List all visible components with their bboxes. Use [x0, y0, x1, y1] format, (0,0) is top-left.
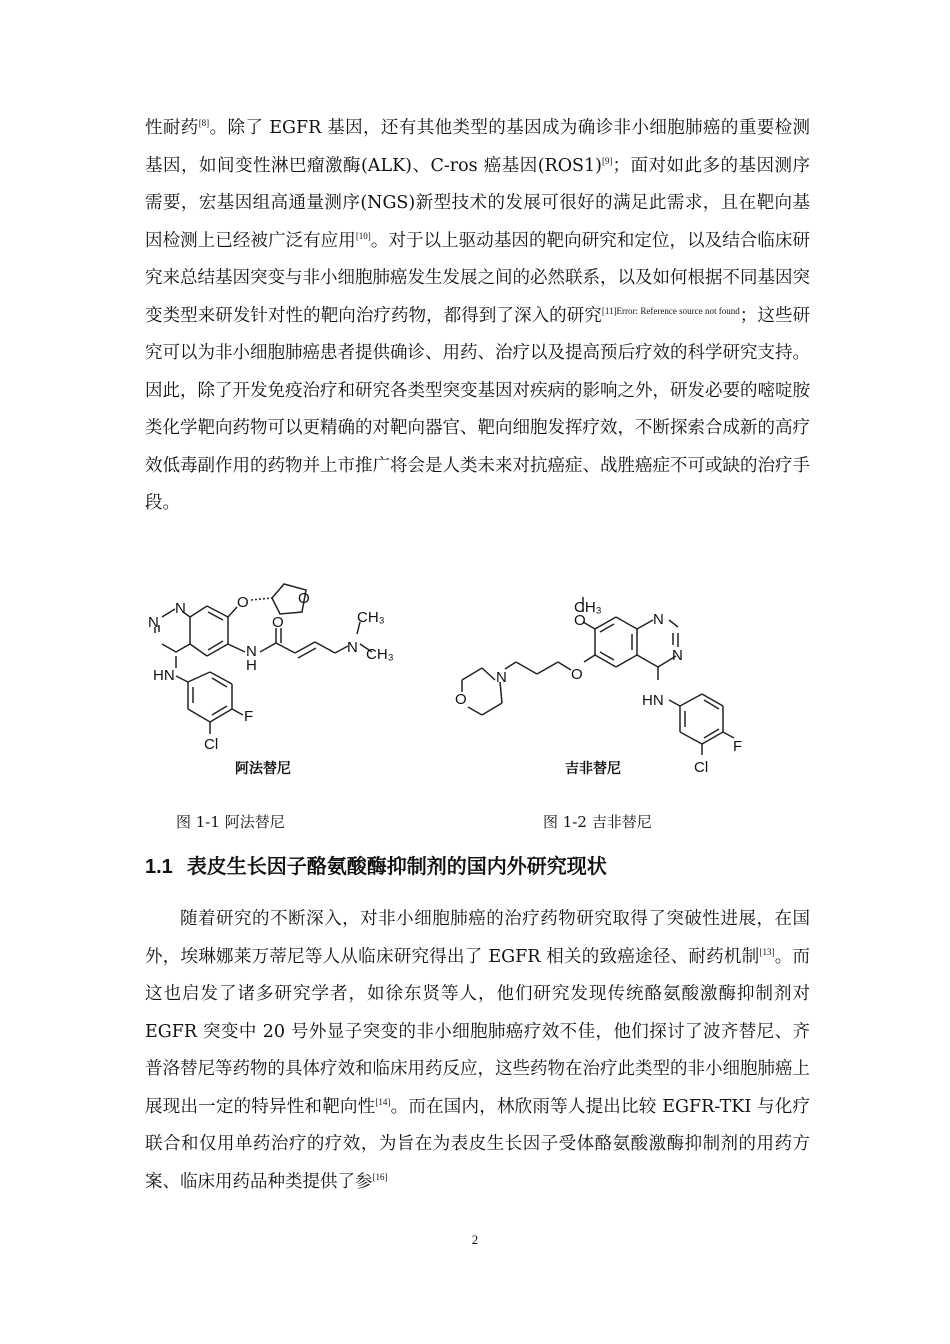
atom-label: O — [237, 594, 249, 611]
citation: [9] — [602, 155, 613, 166]
atom-label: HN — [642, 692, 664, 709]
atom-label: HN — [153, 667, 175, 684]
section-heading — [145, 850, 607, 879]
page-number: 2 — [471, 1232, 479, 1247]
atom-label: N — [347, 639, 358, 656]
section-number: 1.1 — [145, 856, 173, 878]
atom-label: O — [455, 691, 467, 708]
drug-name-label: 阿法替尼 — [235, 760, 291, 776]
atom-label: Cl — [204, 736, 219, 753]
citation: [11]Error: Reference source not found — [601, 305, 740, 316]
atom-label: N — [653, 611, 664, 628]
atom-label: F — [244, 708, 254, 725]
atom-label: N — [175, 600, 186, 617]
citation: [16] — [372, 1171, 388, 1182]
afatinib-structure-figure — [140, 572, 420, 786]
citation: [8] — [198, 118, 210, 128]
drug-name-label: 吉非替尼 — [565, 760, 621, 776]
atom-label: Cl — [694, 759, 709, 776]
atom-label: O — [272, 614, 284, 631]
body-paragraph-2: 随着研究的不断深入，对非小细胞肺癌的治疗药物研究取得了突破性进展，在国外，埃琳娜莱万蒂尼等人从临床研究得出了 EGFR 相关的致癌途径、耐药机制[13]。而这也启发了诸多研究学者，如徐东贤等人，他们研究发现传统酪氨酸激酶抑制剂对 EGFR 突变中 20 号外显子突变的非小细胞肺癌疗效不佳，他们探讨了波齐替尼、齐普洛替尼等药物的具体疗效和临床用药反应，这些药物在治疗此类型的非小细胞肺癌上展现出一定的特异性和靶向性[14]。而在国内，林欣雨等人提出比较 EGFR-TKI 与化疗联合和仅用单药治疗的疗效，为旨在为表皮生长因子受体酪氨酸激酶抑制剂的用药方案、临床用药品种类提供了参[16] — [145, 909, 811, 1192]
figure-caption-2: 图 1-2 吉非替尼 — [543, 813, 652, 831]
gefitinib-structure-figure — [440, 572, 760, 786]
atom-label: CH₃ — [357, 609, 385, 626]
figure-caption-1: 图 1-1 阿法替尼 — [176, 813, 285, 831]
atom-label: O — [571, 666, 583, 683]
atom-label: N — [148, 614, 159, 631]
atom-label: CH₃ — [574, 599, 602, 616]
atom-label: H — [246, 657, 257, 674]
atom-label: O — [574, 612, 586, 629]
atom-label: F — [733, 738, 743, 755]
citation: [10] — [355, 230, 371, 241]
atom-label: O — [298, 590, 310, 607]
citation: [14] — [375, 1096, 391, 1107]
citation: [13] — [759, 946, 775, 957]
atom-label: N — [672, 647, 683, 664]
atom-label: N — [246, 643, 257, 660]
body-paragraph-1: 性耐药[8]。除了 EGFR 基因，还有其他类型的基因成为确诊非小细胞肺癌的重要检测基因，如间变性淋巴瘤激酶(ALK)、C-ros 癌基因(ROS1)[9]；面对如此多的基因测序需要，宏基因组高通量测序(NGS)新型技术的发展可很好的满足此需求，且在靶向基因检测上已经被广泛有应用[10]。对于以上驱动基因的靶向研究和定位，以及结合临床研究来总结基因突变与非小细胞肺癌发生发展之间的必然联系，以及如何根据不同基因突变类型来研发针对性的靶向治疗药物，都得到了深入的研究$^{[11]Error: Reference source not found}$；这些研究可以为非小细胞肺癌患者提供确诊、用药、治疗以及提高预后疗效的科学研究支持。因此，除了开发免疫治疗和研究各类型突变基因对疾病的影响之外，研发必要的嘧啶胺类化学靶向药物可以更精确的对靶向器官、靶向细胞发挥疗效，不断探索合成新的高疗效低毒副作用的药物并上市推广将会是人类未来对抗癌症、战胜癌症不可或缺的治疗手段。 — [145, 118, 811, 513]
section-title: 表皮生长因子酪氨酸酶抑制剂的国内外研究现状 — [186, 854, 607, 878]
atom-label: N — [496, 669, 507, 686]
atom-label: CH₃ — [366, 646, 394, 663]
